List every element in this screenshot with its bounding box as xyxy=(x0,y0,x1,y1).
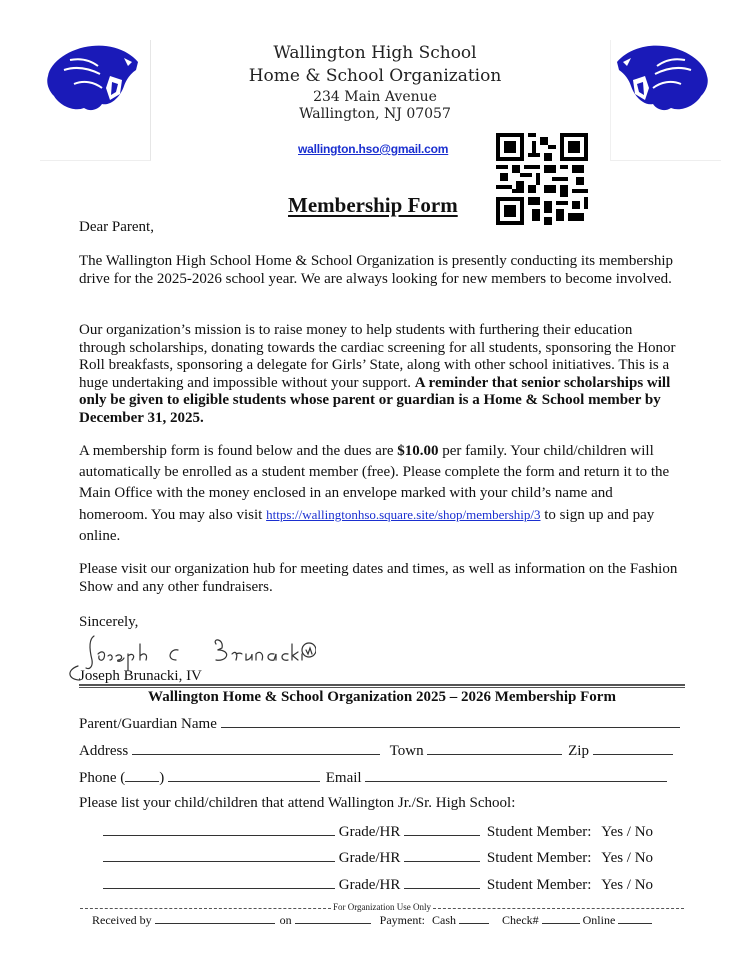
panther-logo-mirrored-icon xyxy=(611,40,715,120)
zip-field[interactable] xyxy=(593,741,673,755)
town-label: Town xyxy=(389,743,424,759)
panther-logo-icon xyxy=(40,40,144,120)
town-field[interactable] xyxy=(427,741,562,755)
qr-code-icon xyxy=(496,133,588,225)
page-title: Membership Form xyxy=(288,193,458,217)
student-member-yes-no[interactable]: Yes / No xyxy=(601,824,654,840)
student-member-yes-no[interactable]: Yes / No xyxy=(601,850,654,866)
grade-hr-label: Grade/HR xyxy=(338,824,401,840)
check-label: Check# xyxy=(501,913,539,927)
salutation: Dear Parent, xyxy=(79,219,154,235)
dues-text-c: to sign up and pay online. xyxy=(79,507,655,544)
grade-hr-label: Grade/HR xyxy=(338,850,401,866)
paragraph-mission xyxy=(79,322,679,427)
online-field[interactable] xyxy=(618,913,652,924)
received-by-label: Received by xyxy=(92,913,152,927)
cash-label: Cash xyxy=(431,913,456,927)
scholarship-reminder: A reminder that senior scholarships will only be given to eligible students whose parent or guardian is a Home & School member by December 31, 2025. xyxy=(79,374,671,426)
divider-line-top xyxy=(79,684,685,686)
grade-hr-field[interactable] xyxy=(404,822,480,836)
parent-name-label: Parent/Guardian Name xyxy=(79,716,217,732)
dues-text-a: A membership form is found below and the dues are xyxy=(79,443,398,459)
children-prompt: Please list your child/children that attend Wallington Jr./Sr. High School: xyxy=(79,795,516,811)
student-member-label: Student Member: xyxy=(486,877,592,893)
child-name-field[interactable] xyxy=(103,875,335,889)
email-label: Email xyxy=(325,770,362,786)
address-label: Address xyxy=(79,743,129,759)
dues-amount: $10.00 xyxy=(397,443,439,459)
paragraph-dues xyxy=(79,441,679,547)
child-name-field[interactable] xyxy=(103,822,335,836)
dues-text-b: per family. Your child/children will automatically be enrolled as a student member (free). Please complete the form and return it to the Main Office with the money enclosed in an envelope marked with your child’s name and homeroom. You may also visit xyxy=(79,443,670,523)
school-logo-left xyxy=(40,40,151,161)
school-logo-right xyxy=(610,40,721,161)
child-name-field[interactable] xyxy=(103,848,335,862)
received-date-field[interactable] xyxy=(295,913,371,924)
membership-shop-link[interactable]: https://wallingtonhso.square.site/shop/membership/3 xyxy=(266,507,541,522)
paragraph-intro: The Wallington High School Home & School Organization is presently conducting its membership drive for the 2025-2026 school year. We are always looking for new members to become involved. xyxy=(79,253,673,287)
school-name: Wallington High School xyxy=(273,43,477,63)
divider-line-bottom xyxy=(79,687,685,688)
payment-label: Payment: xyxy=(379,913,425,927)
on-label: on xyxy=(279,913,292,927)
org-use-row xyxy=(92,913,682,928)
student-member-label: Student Member: xyxy=(486,850,592,866)
phone-label: Phone ( xyxy=(79,770,126,786)
paragraph-hub: Please visit our organization hub for meeting dates and times, as well as information on the Fashion Show and any other fundraisers. xyxy=(79,561,678,595)
form-title: Wallington Home & School Organization 2025 – 2026 Membership Form xyxy=(148,689,616,705)
phone-email-row xyxy=(79,768,685,787)
phone-number-field[interactable] xyxy=(168,768,320,782)
email-field[interactable] xyxy=(365,768,667,782)
student-member-label: Student Member: xyxy=(486,824,592,840)
student-member-yes-no[interactable]: Yes / No xyxy=(601,877,654,893)
child-row xyxy=(103,875,709,894)
phone-area-code-field[interactable] xyxy=(125,768,159,782)
child-row xyxy=(103,848,709,867)
phone-paren-close: ) xyxy=(159,770,165,786)
signer-name: Joseph Brunacki, IV xyxy=(79,668,202,684)
qr-code[interactable] xyxy=(496,133,588,225)
org-use-label: For Organization Use Only xyxy=(332,902,432,912)
parent-name-field[interactable] xyxy=(221,714,680,728)
received-by-field[interactable] xyxy=(155,913,275,924)
dashed-line-right xyxy=(433,908,684,909)
zip-label: Zip xyxy=(568,743,589,759)
parent-name-row xyxy=(79,714,685,733)
grade-hr-label: Grade/HR xyxy=(338,877,401,893)
address-row xyxy=(79,741,685,760)
org-use-separator xyxy=(80,902,684,912)
grade-hr-field[interactable] xyxy=(404,848,480,862)
check-number-field[interactable] xyxy=(542,913,580,924)
street-address: 234 Main Avenue xyxy=(313,89,437,105)
dashed-line-left xyxy=(80,908,331,909)
cash-field[interactable] xyxy=(459,913,489,924)
grade-hr-field[interactable] xyxy=(404,875,480,889)
mission-text: Our organization’s mission is to raise money to help students with furthering their education through scholarships, donating towards the cardiac screening for all students, sponsoring the Honor Roll breakfasts, sponsoring a delegate for Girls’ State, along with other school initiatives. This is a huge undertaking and impossible without your support. xyxy=(79,322,676,391)
child-row xyxy=(103,822,709,841)
address-field[interactable] xyxy=(132,741,380,755)
closing: Sincerely, xyxy=(79,614,139,630)
online-label: Online xyxy=(582,913,616,927)
city-state-zip: Wallington, NJ 07057 xyxy=(299,106,451,122)
email-link[interactable]: wallington.hso@gmail.com xyxy=(298,142,449,156)
organization-name: Home & School Organization xyxy=(248,66,502,86)
